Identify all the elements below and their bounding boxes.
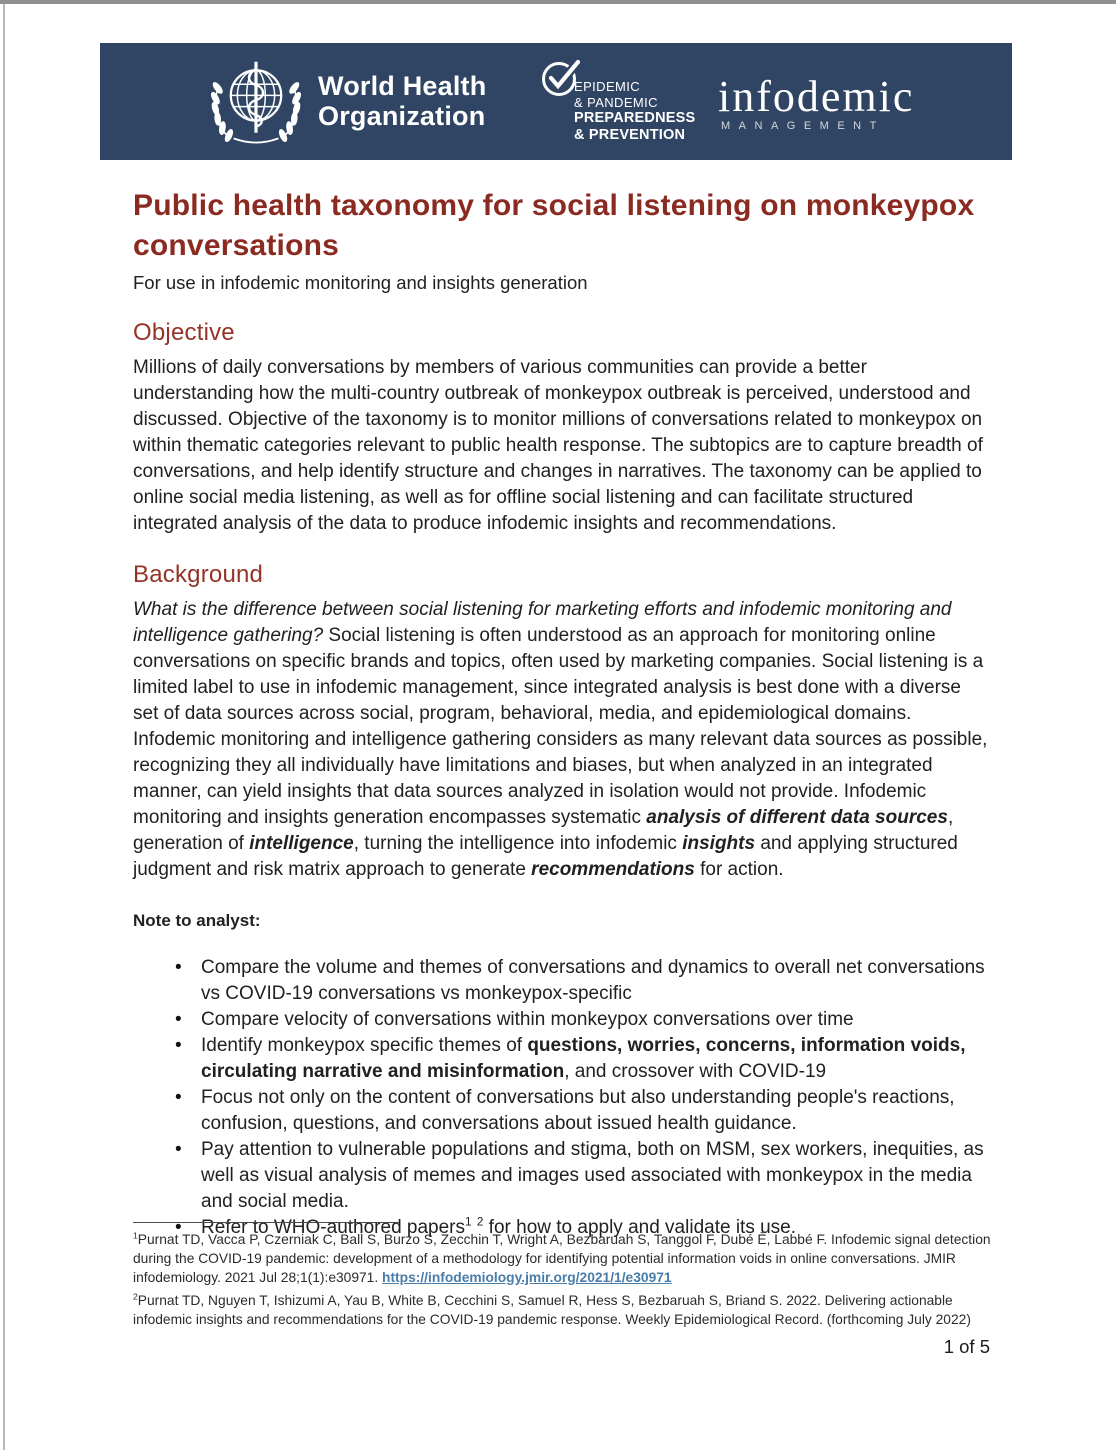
text-segment: What is the difference between social listening for marketing efforts and infodemic monitoring and intelligence gathering?	[133, 599, 952, 646]
background-heading: Background	[133, 561, 264, 588]
text-segment: Focus not only on the content of conversations but also understanding people's reactions, confusion, questions, and conversations about issued health guidance.	[201, 1087, 955, 1134]
epp-line1: EPIDEMIC	[574, 79, 641, 94]
list-item	[175, 1085, 991, 1137]
list-item	[175, 1033, 991, 1085]
list-item	[175, 1007, 991, 1033]
who-wordmark-line1: World Health	[318, 71, 487, 101]
epp-text	[574, 79, 695, 143]
who-wordmark-line2: Organization	[318, 101, 486, 131]
footnote-2	[133, 1292, 993, 1330]
text-segment: insights	[682, 833, 756, 854]
page-title: Public health taxonomy for social listening on monkeypox conversations	[133, 189, 975, 262]
list-item	[175, 955, 991, 1007]
text-segment: Pay attention to vulnerable populations and stigma, both on MSM, sex workers, inequities, as well as visual analysis of memes and images used associated with monkeypox in the media and social media.	[201, 1139, 984, 1212]
text-segment: 1	[133, 1230, 138, 1241]
text-segment: , generation of	[133, 807, 954, 854]
text-segment: Purnat TD, Vacca P, Czerniak C, Ball S, Burzo S, Zecchin T, Wright A, Bezbaruah S, Tanggol F, Dubé È, Labbé F. Infodemic signal detection during the COVID-19 pandemic: development of a methodology for identifying potential information voids in online conversations. JMIR infodemiology. 2021 Jul 28;1(1):e30971.	[133, 1232, 991, 1285]
list-item	[175, 1137, 991, 1215]
who-logo	[200, 55, 486, 147]
objective-heading: Objective	[133, 319, 235, 346]
page-top-edge	[0, 0, 1116, 4]
epp-line2: & PANDEMIC	[574, 94, 658, 110]
infodemic-wordmark: infodemic	[718, 72, 915, 121]
header-band	[100, 43, 1012, 160]
text-segment: for how to apply and validate its use.	[483, 1217, 797, 1238]
text-segment: Identify monkeypox specific themes of	[201, 1035, 528, 1056]
document-content	[133, 186, 991, 1241]
text-segment: Refer to WHO-authored papers	[201, 1217, 466, 1238]
page-subtitle: For use in infodemic monitoring and insights generation	[133, 272, 588, 293]
objective-paragraph: Millions of daily conversations by members of various communities can provide a better understanding how the multi-country outbreak of monkeypox outbreak is perceived, understood and discussed. Objective of the taxonomy is to monitor millions of conversations related to monkeypox on within thematic categories relevant to public health response. The subtopics are to capture breadth of conversations, and help identify structure and changes in narratives. The taxonomy can be applied to online social media listening, as well as for offline social listening and can facilitate structured integrated analysis of the data to produce infodemic insights and recommendations.	[133, 357, 983, 534]
infodemic-management-logo	[718, 72, 1008, 132]
epp-line3: PREPAREDNESS	[574, 110, 696, 126]
note-to-analyst-label: Note to analyst:	[133, 911, 261, 930]
infodemic-subtitle: MANAGEMENT	[721, 120, 885, 132]
text-segment: Compare velocity of conversations within monkeypox conversations over time	[201, 1009, 854, 1030]
text-segment: Social listening is often understood as an approach for monitoring online conversations on specific brands and topics, often used by marketing companies. Social listening is a limited label to use in infodemic management, since integrated analysis is best done with a diverse set of data sources across social, program, behavioral, media, and epidemiological domains. Infodemic monitoring and intelligence gathering considers as many relevant data sources as possible, recognizing they all individually have limitations and biases, but when analyzed in an integrated manner, can yield insights that data sources analyzed in isolation would not provide. Infodemic monitoring and insights generation encompasses systematic	[133, 625, 988, 828]
text-segment: , turning the intelligence into infodemic	[353, 833, 683, 854]
text-segment: , and crossover with COVID-19	[564, 1061, 827, 1082]
footnote-link[interactable]: https://infodemiology.jmir.org/2021/1/e30971	[382, 1269, 672, 1285]
footnote-1	[133, 1231, 993, 1287]
text-segment: for action.	[694, 859, 784, 880]
who-wordmark	[318, 71, 486, 131]
footnotes-section	[133, 1222, 993, 1335]
page-number: 1 of 5	[943, 1336, 990, 1357]
text-segment: questions, worries, concerns, information voids, circulating narrative and misinformation	[201, 1035, 966, 1082]
page-left-edge	[3, 4, 5, 1450]
text-segment: Purnat TD, Nguyen T, Ishizumi A, Yau B, White B, Cecchini S, Samuel R, Hess S, Bezbaruah S, Briand S. 2022. Delivering actionable infodemic insights and recommendations for the COVID-19 pandemic response. Weekly Epidemiological Record. (forthcoming July 2022)	[133, 1293, 971, 1328]
text-segment: 1	[465, 1215, 472, 1229]
footnote-separator	[133, 1222, 399, 1223]
who-emblem-icon	[200, 55, 312, 147]
epp-line4: & PREVENTION	[574, 126, 686, 143]
text-segment: intelligence	[249, 833, 354, 854]
background-paragraph	[133, 597, 991, 883]
text-segment: 2	[476, 1215, 484, 1229]
epidemic-pandemic-logo	[540, 55, 730, 155]
text-segment: Compare the volume and themes of conversations and dynamics to overall net conversations vs COVID-19 conversations vs monkeypox-specific	[201, 957, 985, 1004]
text-segment: analysis of different data sources	[646, 807, 948, 828]
text-segment: 2	[133, 1291, 138, 1302]
text-segment: recommendations	[531, 859, 695, 880]
analyst-note-list	[133, 955, 991, 1241]
text-segment: and applying structured judgment and risk matrix approach to generate	[133, 833, 958, 880]
